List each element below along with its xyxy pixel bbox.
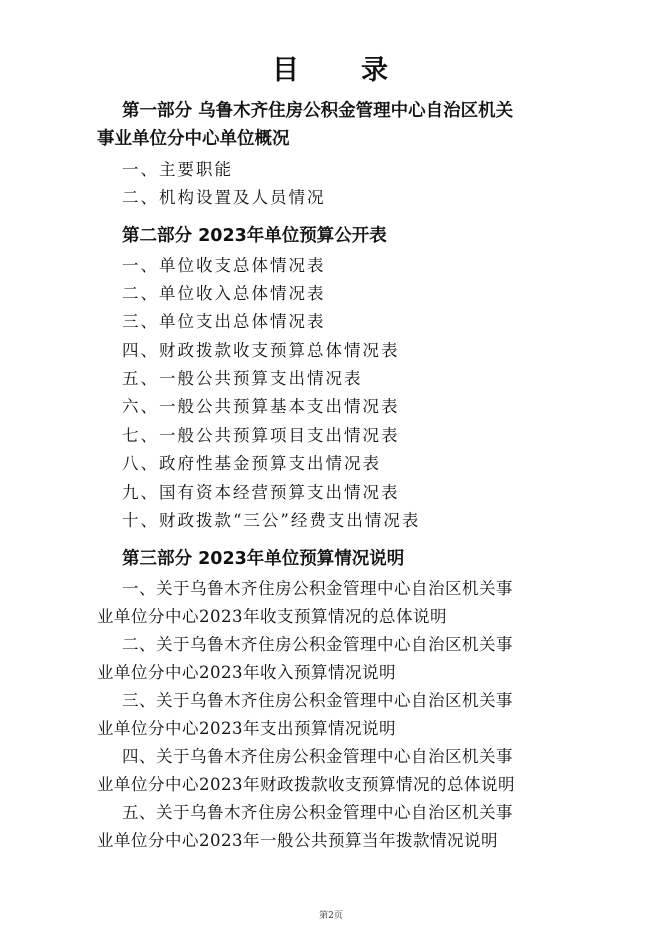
title-char-1: 目	[272, 55, 301, 86]
page-title	[0, 48, 662, 87]
toc-item-cont: 业单位分中心2023年一般公共预算当年拨款情况说明	[97, 831, 498, 850]
toc-item: 五、一般公共预算支出情况表	[122, 369, 363, 388]
toc-item-cont: 业单位分中心2023年支出预算情况说明	[97, 719, 396, 738]
part2-heading: 第二部分 2023年单位预算公开表	[122, 226, 387, 246]
part1-heading-cont: 事业单位分中心单位概况	[97, 129, 290, 149]
toc-item: 一、主要职能	[122, 160, 233, 179]
toc-item: 一、关于乌鲁木齐住房公积金管理中心自治区机关事	[122, 579, 513, 598]
toc-item: 三、单位支出总体情况表	[122, 312, 326, 331]
toc-item-cont: 业单位分中心2023年财政拨款收支预算情况的总体说明	[97, 775, 515, 794]
toc-item: 七、一般公共预算项目支出情况表	[122, 426, 400, 445]
toc-item: 五、关于乌鲁木齐住房公积金管理中心自治区机关事	[122, 803, 513, 822]
toc-item: 四、关于乌鲁木齐住房公积金管理中心自治区机关事	[122, 747, 513, 766]
toc-item-cont: 业单位分中心2023年收入预算情况说明	[97, 663, 396, 682]
toc-item: 六、一般公共预算基本支出情况表	[122, 397, 400, 416]
toc-item: 二、单位收入总体情况表	[122, 284, 326, 303]
toc-item: 九、国有资本经营预算支出情况表	[122, 483, 400, 502]
part1-heading: 第一部分 乌鲁木齐住房公积金管理中心自治区机关	[122, 101, 514, 121]
toc-item: 一、单位收支总体情况表	[122, 256, 326, 275]
toc-item-cont: 业单位分中心2023年收支预算情况的总体说明	[97, 607, 447, 626]
toc-item: 二、机构设置及人员情况	[122, 188, 326, 207]
title-char-2: 录	[361, 55, 390, 86]
toc-item: 十、财政拨款“三公”经费支出情况表	[122, 511, 421, 530]
page-number: 第2页	[319, 911, 343, 921]
toc-item: 八、政府性基金预算支出情况表	[122, 454, 381, 473]
toc-item: 四、财政拨款收支预算总体情况表	[122, 341, 400, 360]
part3-heading: 第三部分 2023年单位预算情况说明	[122, 549, 405, 569]
toc-item: 三、关于乌鲁木齐住房公积金管理中心自治区机关事	[122, 691, 513, 710]
toc-item: 二、关于乌鲁木齐住房公积金管理中心自治区机关事	[122, 635, 513, 654]
